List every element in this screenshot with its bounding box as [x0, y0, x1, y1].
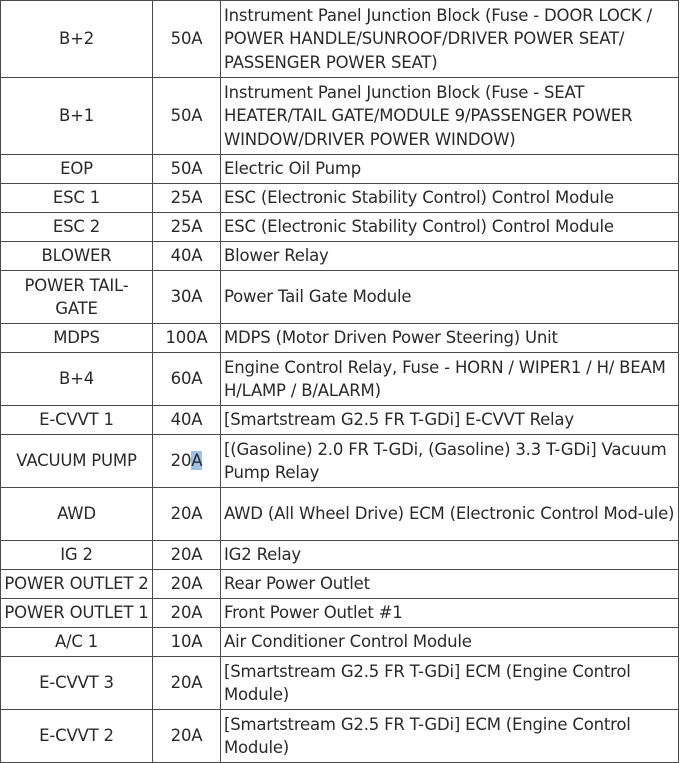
table-row: [1, 155, 679, 184]
fuse-name-cell: POWER OUTLET 1: [1, 599, 153, 628]
description-cell: [Smartstream G2.5 FR T-GDi] ECM (Engine Control Module): [221, 657, 679, 710]
amperage-cell: 25A: [153, 213, 221, 242]
fuse-name-cell: B+1: [1, 78, 153, 155]
table-row: [1, 570, 679, 599]
table-row: [1, 78, 679, 155]
description-cell: Front Power Outlet #1: [221, 599, 679, 628]
fuse-name-cell: POWER OUTLET 2: [1, 570, 153, 599]
table-row: [1, 353, 679, 406]
description-cell: MDPS (Motor Driven Power Steering) Unit: [221, 324, 679, 353]
fuse-name-cell: B+4: [1, 353, 153, 406]
amperage-cell: 50A: [153, 1, 221, 78]
text-selection-highlight[interactable]: A: [191, 451, 203, 471]
amperage-cell: 25A: [153, 184, 221, 213]
table-row: [1, 213, 679, 242]
fuse-name-cell: POWER TAIL-GATE: [1, 271, 153, 324]
description-cell: Instrument Panel Junction Block (Fuse - DOOR LOCK / POWER HANDLE/SUNROOF/DRIVER POWER SEAT/ PASSENGER POWER SEAT): [221, 1, 679, 78]
description-cell: Engine Control Relay, Fuse - HORN / WIPER1 / H/ BEAM H/LAMP / B/ALARM): [221, 353, 679, 406]
fuse-name-cell: E-CVVT 3: [1, 657, 153, 710]
table-row: [1, 488, 679, 541]
table-row: [1, 271, 679, 324]
amperage-cell: 10A: [153, 628, 221, 657]
fuse-name-cell: ESC 1: [1, 184, 153, 213]
fuse-name-cell: AWD: [1, 488, 153, 541]
table-row: [1, 1, 679, 78]
description-cell: ESC (Electronic Stability Control) Control Module: [221, 184, 679, 213]
table-row: [1, 184, 679, 213]
fuse-name-cell: A/C 1: [1, 628, 153, 657]
amperage-cell: 20A: [153, 488, 221, 541]
description-cell: Blower Relay: [221, 242, 679, 271]
fuse-name-cell: E-CVVT 2: [1, 710, 153, 763]
table-row: [1, 435, 679, 488]
amperage-cell: 100A: [153, 324, 221, 353]
amperage-cell: 20A: [153, 710, 221, 763]
description-cell: [Smartstream G2.5 FR T-GDi] ECM (Engine Control Module): [221, 710, 679, 763]
description-cell: Electric Oil Pump: [221, 155, 679, 184]
fuse-name-cell: BLOWER: [1, 242, 153, 271]
description-cell: Rear Power Outlet: [221, 570, 679, 599]
amperage-cell: 40A: [153, 406, 221, 435]
amperage-cell: 50A: [153, 155, 221, 184]
fuse-name-cell: ESC 2: [1, 213, 153, 242]
description-cell: Air Conditioner Control Module: [221, 628, 679, 657]
amperage-cell: 20A: [153, 541, 221, 570]
amperage-cell: 30A: [153, 271, 221, 324]
amperage-value: 20: [170, 451, 192, 471]
amperage-cell: 20A: [153, 599, 221, 628]
description-cell: Power Tail Gate Module: [221, 271, 679, 324]
fuse-name-cell: VACUUM PUMP: [1, 435, 153, 488]
amperage-cell: 20A: [153, 570, 221, 599]
description-cell: AWD (All Wheel Drive) ECM (Electronic Control Mod-ule): [221, 488, 679, 541]
amperage-cell: 40A: [153, 242, 221, 271]
table-row: [1, 541, 679, 570]
table-row: [1, 406, 679, 435]
table-row: [1, 710, 679, 763]
fuse-name-cell: MDPS: [1, 324, 153, 353]
fuse-name-cell: EOP: [1, 155, 153, 184]
amperage-cell: 20A: [153, 657, 221, 710]
table-row: [1, 324, 679, 353]
fuse-name-cell: IG 2: [1, 541, 153, 570]
table-row: [1, 242, 679, 271]
description-cell: Instrument Panel Junction Block (Fuse - SEAT HEATER/TAIL GATE/MODULE 9/PASSENGER POWER WINDOW/DRIVER POWER WINDOW): [221, 78, 679, 155]
description-cell: ESC (Electronic Stability Control) Control Module: [221, 213, 679, 242]
description-cell: [Smartstream G2.5 FR T-GDi] E-CVVT Relay: [221, 406, 679, 435]
amperage-cell: 50A: [153, 78, 221, 155]
table-row: [1, 628, 679, 657]
fuse-name-cell: E-CVVT 1: [1, 406, 153, 435]
amperage-cell: 60A: [153, 353, 221, 406]
fuse-name-cell: B+2: [1, 1, 153, 78]
table-row: [1, 599, 679, 628]
amperage-cell: [153, 435, 221, 488]
description-cell: [(Gasoline) 2.0 FR T-GDi, (Gasoline) 3.3 T-GDi] Vacuum Pump Relay: [221, 435, 679, 488]
description-cell: IG2 Relay: [221, 541, 679, 570]
table-row: [1, 657, 679, 710]
